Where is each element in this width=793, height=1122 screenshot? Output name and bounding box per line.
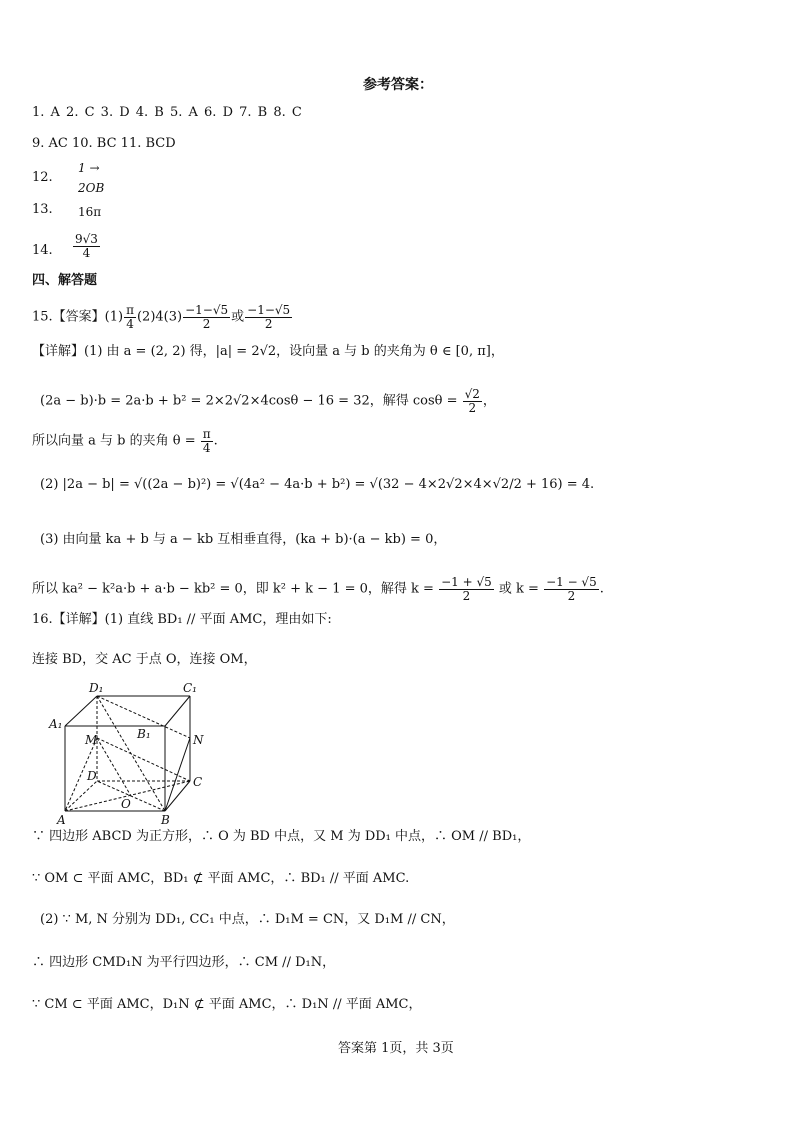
label-b: B: [161, 813, 170, 826]
q14-denominator: 4: [82, 245, 91, 260]
q12-denominator: 2OB: [78, 181, 105, 195]
q16-line-7: ∵ CM ⊂ 平面 AMC，D₁N ⊄ 平面 AMC，∴ D₁N // 平面 AMC，: [32, 997, 422, 1012]
q14-fraction: [72, 233, 101, 259]
q15-line2-text: (2a − b)·b = 2a·b + b² = 2×2√2×4cosθ − 16 = 32，解得 cosθ =: [40, 393, 458, 409]
q15-line6-or: 或 k =: [498, 581, 539, 597]
q15-line2-den: 2: [468, 400, 477, 415]
q13-label: 13.: [32, 202, 53, 217]
q15-part2: (2)4(3): [136, 309, 183, 325]
q15-line3-text: 所以向量 a 与 b 的夹角 θ =: [32, 433, 196, 449]
mc-answers-row-1: 1. A 2. C 3. D 4. B 5. A 6. D 7. B 8. C: [32, 105, 302, 120]
q16-line-3: ∵ 四边形 ABCD 为正方形，∴ O 为 BD 中点，又 M 为 DD₁ 中点，∴ OM // BD₁，: [32, 829, 531, 844]
q15-detail-line-5: (3) 由向量 ka + b 与 a − kb 互相垂直得，(ka + b)·(a − kb) = 0，: [40, 532, 447, 547]
q15-line2-comma: ，: [482, 393, 496, 409]
label-n: N: [193, 733, 204, 747]
q14-numerator: 9√3: [75, 232, 98, 246]
q15-detail-line-3: [32, 428, 218, 454]
q16-line-2: 连接 BD，交 AC 于点 O，连接 OM，: [32, 652, 257, 667]
q14-label: 14.: [32, 243, 53, 258]
label-m: M: [85, 733, 98, 747]
segment-m-o: [97, 738, 131, 796]
page-title: 参考答案：: [363, 77, 433, 93]
q15-line6-period: .: [599, 581, 604, 597]
label-a: A: [57, 813, 66, 826]
edge-b1-c1: [165, 696, 190, 726]
edge-a1-d1: [65, 696, 97, 726]
q16-line-4: ∵ OM ⊂ 平面 AMC，BD₁ ⊄ 平面 AMC，∴ BD₁ // 平面 AMC.: [32, 871, 410, 886]
q15-line3-den: 4: [202, 440, 211, 455]
q15-line6-den1: 2: [462, 588, 471, 603]
q12-numerator: 1 →: [78, 161, 100, 175]
segment-n-b: [165, 738, 190, 811]
edge-a-d: [65, 781, 97, 811]
q15-detail-line-1: 【详解】(1) 由 a = (2, 2) 得，|a| = 2√2，设向量 a 与 b 的夹角为 θ ∈ [0, π]，: [32, 344, 504, 359]
q15-detail-line-6: [32, 576, 604, 602]
q15-ans1-den: 4: [126, 316, 134, 331]
q16-line-1: 16.【详解】(1) 直线 BD₁ // 平面 AMC，理由如下:: [32, 612, 332, 627]
q15-detail-line-2: [40, 388, 496, 414]
q15-line6-den2: 2: [567, 588, 576, 603]
q15-ans1-num: π: [126, 303, 134, 317]
q12-label: 12.: [32, 170, 53, 185]
q15-line3-period: .: [213, 433, 218, 449]
section-heading: 四、解答题: [32, 273, 98, 288]
q15-line3-num: π: [202, 427, 211, 441]
page-footer: 答案第 1页，共 3页: [338, 1041, 454, 1056]
label-d: D: [87, 769, 97, 783]
q15-ans3a-den: 2: [202, 316, 211, 331]
q15-ans3b-num: −1−√5: [247, 303, 291, 317]
label-d1: D₁: [89, 681, 104, 695]
q15-or: 或: [231, 309, 245, 325]
label-a1: A₁: [49, 717, 63, 731]
edge-b-c: [165, 781, 190, 811]
mc-answers-row-2: 9. AC 10. BC 11. BCD: [32, 136, 176, 151]
q15-line6-num2: −1 − √5: [546, 575, 597, 589]
q13-value: 16π: [78, 205, 102, 219]
q16-line-6: ∴ 四边形 CMD₁N 为平行四边形，∴ CM // D₁N，: [32, 955, 336, 970]
label-b1: B₁: [137, 727, 151, 741]
q15-head: 15.【答案】(1): [32, 309, 124, 325]
q15-detail-line-4: (2) |2a − b| = √((2a − b)²) = √(4a² − 4a·b + b²) = √(32 − 4×2√2×4×√2/2 + 16) = 4.: [40, 477, 595, 492]
label-c: C: [193, 775, 203, 789]
q15-ans3a-num: −1−√5: [185, 303, 229, 317]
label-c1: C₁: [183, 681, 197, 695]
q15-ans3b-den: 2: [264, 316, 273, 331]
q15-line6-text: 所以 ka² − k²a·b + a·b − kb² = 0，即 k² + k − 1 = 0，解得 k =: [32, 581, 434, 597]
q15-answer: [32, 304, 293, 330]
q16-line-5: (2) ∵ M, N 分别为 DD₁, CC₁ 中点，∴ D₁M = CN，又 D₁M // CN，: [40, 912, 455, 927]
q15-line6-num1: −1 + √5: [441, 575, 492, 589]
label-o: O: [121, 797, 131, 811]
cube-figure: [45, 676, 215, 826]
q15-line2-num: √2: [464, 387, 480, 401]
